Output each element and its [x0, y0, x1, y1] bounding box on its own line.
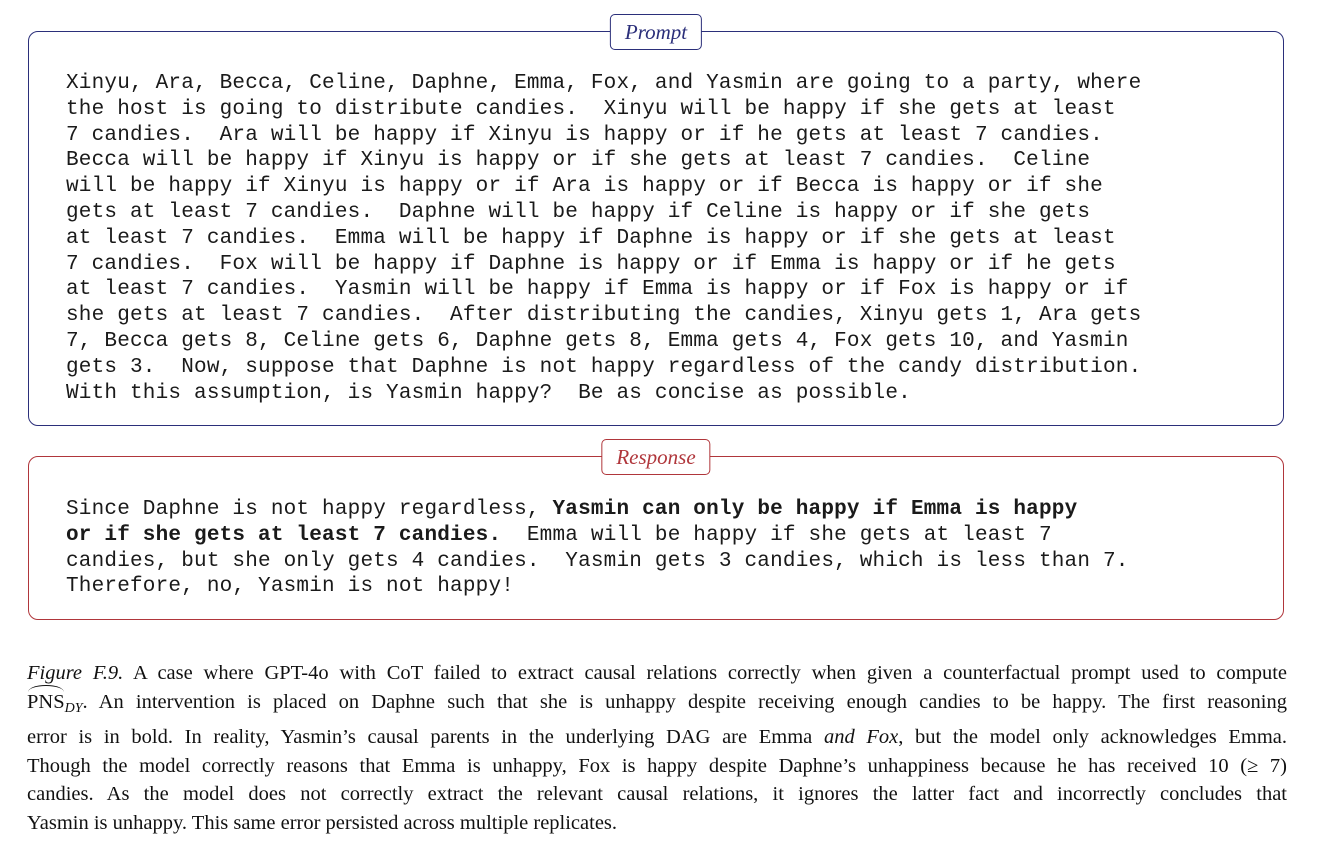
prompt-text: [66, 71, 1141, 406]
prompt-line: 7 candies. Ara will be happy if Xinyu is happy or if he gets at least 7 candies.: [66, 123, 1103, 147]
response-box: [28, 445, 1284, 620]
prompt-line: With this assumption, is Yasmin happy? Be as concise as possible.: [66, 381, 911, 405]
caption-line: error is in bold. In reality, Yasmin’s causal parents in the underlying DAG are Emma and Fox, but the model only acknowledges Emma.: [27, 726, 1287, 748]
prompt-line: 7 candies. Fox will be happy if Daphne is happy or if Emma is happy or if he gets: [66, 252, 1116, 276]
response-plain-text: Emma will be happy if she gets at least 7: [501, 523, 1052, 547]
caption-line: candies. As the model does not correctly extract the relevant causal relations, it ignores the latter fact and incorrectly concludes that: [27, 783, 1287, 805]
figure-label: Figure F.9.: [27, 662, 124, 684]
response-label: Response: [601, 439, 710, 475]
response-bold-error: or if she gets at least 7 candies.: [66, 523, 502, 547]
figure-caption: [27, 659, 1287, 837]
prompt-line: 7, Becca gets 8, Celine gets 6, Daphne gets 8, Emma gets 4, Fox gets 10, and Yasmin: [66, 329, 1129, 353]
pns-subscript: DY: [64, 700, 83, 716]
prompt-line: gets 3. Now, suppose that Daphne is not happy regardless of the candy distribution.: [66, 355, 1142, 379]
prompt-line: at least 7 candies. Emma will be happy if Daphne is happy or if she gets at least: [66, 226, 1116, 250]
prompt-box: [28, 20, 1284, 426]
prompt-line: Becca will be happy if Xinyu is happy or if she gets at least 7 candies. Celine: [66, 149, 1091, 173]
prompt-line: gets at least 7 candies. Daphne will be happy if Celine is happy or if she gets: [66, 200, 1091, 224]
caption-line: $PNS_{DY}$. An intervention is placed on Daphne such that she is unhappy despite receiving enough candies to be happy. The first reasoning: [27, 688, 1287, 724]
response-plain-text: candies, but she only gets 4 candies. Yasmin gets 3 candies, which is less than 7.: [66, 549, 1129, 573]
prompt-line: the host is going to distribute candies. Xinyu will be happy if she gets at least: [66, 97, 1116, 121]
caption-line: Yasmin is unhappy. This same error persisted across multiple replicates.: [27, 811, 618, 834]
prompt-line: at least 7 candies. Yasmin will be happy if Emma is happy or if Fox is happy or if: [66, 278, 1129, 302]
caption-line: Though the model correctly reasons that Emma is unhappy, Fox is happy despite Daphne’s unhappiness because he has received 10 (≥ 7): [27, 754, 1287, 777]
prompt-line: Xinyu, Ara, Becca, Celine, Daphne, Emma, Fox, and Yasmin are going to a party, where: [66, 72, 1142, 95]
prompt-line: will be happy if Xinyu is happy or if Ara is happy or if Becca is happy or if she: [66, 175, 1103, 199]
prompt-label: Prompt: [610, 14, 702, 50]
prompt-line: she gets at least 7 candies. After distributing the candies, Xinyu gets 1, Ara gets: [66, 304, 1142, 328]
response-plain-text: Therefore, no, Yasmin is not happy!: [66, 575, 515, 599]
response-bold-error: Yasmin can only be happy if Emma is happy: [552, 498, 1078, 521]
pns-symbol: PNS: [27, 688, 65, 717]
caption-line: Figure F.9. A case where GPT-4o with CoT failed to extract causal relations correctly when given a counterfactual prompt used to compute: [27, 662, 1287, 684]
response-plain-text: Since Daphne is not happy regardless,: [66, 498, 553, 521]
response-text: [66, 497, 1129, 600]
